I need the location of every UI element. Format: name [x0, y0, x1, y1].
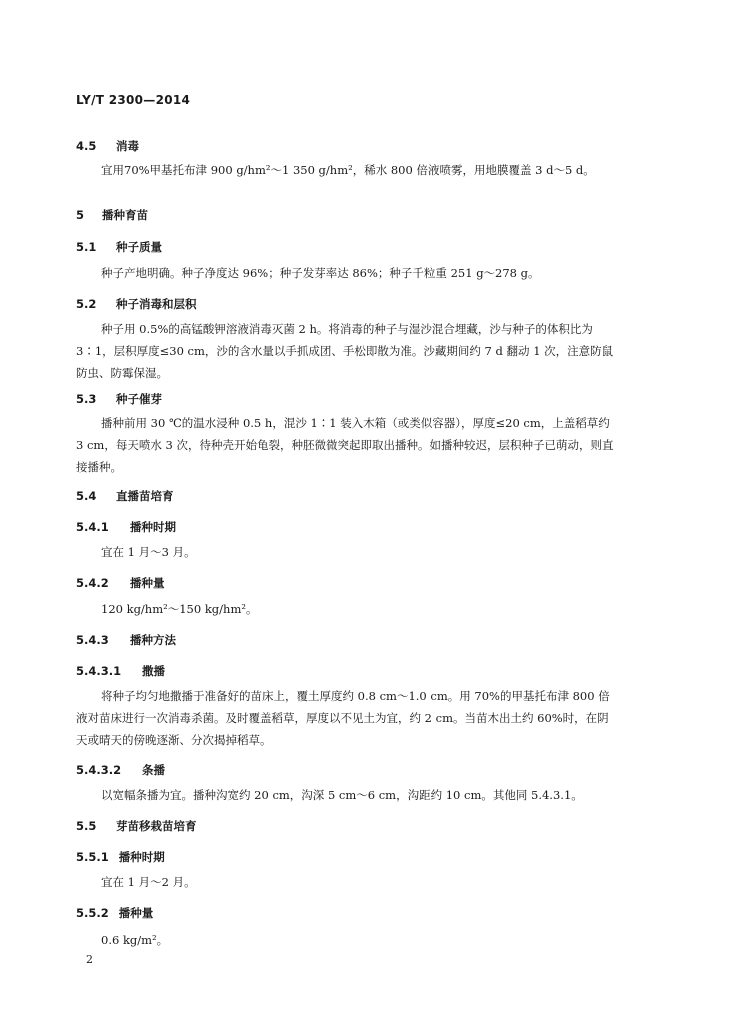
- heading-5-4-3-2: [76, 762, 165, 778]
- heading-5-4-2: [76, 575, 165, 591]
- text-line: 将种子均匀地撒播于准备好的苗床上，覆土厚度约 0.8 cm～1.0 cm。用 70%的甲基托布津 800 倍: [101, 689, 610, 703]
- heading-number: 5.1: [76, 240, 97, 254]
- heading-number: 5: [76, 208, 85, 222]
- heading-title: 播种方法: [130, 633, 176, 647]
- paragraph-5-2: [76, 318, 648, 384]
- text-line: 3∶1，层积厚度≤30 cm，沙的含水量以手抓成团、手松即散为准。沙藏期间约 7 d 翻动 1 次，注意防鼠: [76, 344, 614, 358]
- heading-title: 播种时期: [130, 520, 176, 534]
- heading-number: 5.5.1: [76, 850, 109, 864]
- standard-code-header: LY/T 2300—2014: [76, 93, 191, 107]
- heading-title: 条播: [142, 763, 165, 777]
- paragraph-5-5-1: [76, 871, 673, 893]
- heading-5-4-3: [76, 632, 176, 648]
- paragraph-5-5-2: [76, 929, 673, 951]
- heading-title: 种子催芽: [116, 392, 162, 406]
- heading-number: 5.4.2: [76, 576, 109, 590]
- heading-title: 播种育苗: [102, 208, 148, 222]
- heading-title: 撒播: [142, 664, 165, 678]
- paragraph-5-4-3-1: [76, 685, 648, 751]
- heading-5-5-2: [76, 905, 153, 921]
- heading-5-4: [76, 488, 174, 504]
- heading-4-5: [76, 138, 139, 154]
- text-line: 以宽幅条播为宜。播种沟宽约 20 cm，沟深 5 cm～6 cm，沟距约 10 cm。其他同 5.4.3.1。: [101, 788, 583, 802]
- text-line: 天或晴天的傍晚逐渐、分次揭掉稻草。: [76, 733, 272, 747]
- paragraph-5-4-1: [76, 541, 673, 563]
- text-line: 3 cm，每天喷水 3 次，待种壳开始龟裂，种胚微微突起即取出播种。如播种较迟，层积种子已萌动，则直: [76, 438, 614, 452]
- text-line: 宜用70%甲基托布津 900 g/hm²～1 350 g/hm²，稀水 800 倍液喷雾，用地膜覆盖 3 d～5 d。: [101, 163, 595, 177]
- text-line: 0.6 kg/m²。: [101, 933, 169, 947]
- text-line: 宜在 1 月～3 月。: [101, 545, 196, 559]
- heading-number: 4.5: [76, 139, 97, 153]
- paragraph-5-3: [76, 412, 648, 478]
- text-line: 播种前用 30 ℃的温水浸种 0.5 h，混沙 1∶1 装入木箱（或类似容器），厚度≤20 cm，上盖稻草约: [101, 416, 610, 430]
- heading-number: 5.3: [76, 392, 97, 406]
- heading-5-4-1: [76, 519, 176, 535]
- paragraph-4-5: [76, 159, 673, 181]
- heading-title: 播种时期: [118, 850, 165, 864]
- text-line: 宜在 1 月～2 月。: [101, 875, 196, 889]
- heading-5-1: [76, 239, 162, 255]
- heading-title: 直播苗培育: [116, 489, 174, 503]
- heading-5-5-1: [76, 849, 165, 865]
- heading-5-5: [76, 818, 197, 834]
- heading-5-2: [76, 296, 197, 312]
- heading-title: 播种量: [130, 576, 165, 590]
- heading-number: 5.5.2: [76, 906, 109, 920]
- paragraph-5-4-2: [76, 598, 673, 620]
- heading-5: [76, 207, 148, 223]
- text-line: 120 kg/hm²～150 kg/hm²。: [101, 602, 258, 616]
- heading-title: 消毒: [116, 139, 139, 153]
- heading-title: 种子消毒和层积: [116, 297, 197, 311]
- heading-number: 5.4.3.2: [76, 763, 122, 777]
- heading-title: 种子质量: [116, 240, 162, 254]
- text-line: 种子产地明确。种子净度达 96%；种子发芽率达 86%；种子千粒重 251 g～278 g。: [101, 266, 540, 280]
- heading-number: 5.5: [76, 819, 97, 833]
- heading-5-4-3-1: [76, 663, 165, 679]
- text-line: 防虫、防霉保湿。: [76, 366, 168, 380]
- page-number: 2: [86, 953, 93, 966]
- heading-5-3: [76, 391, 162, 407]
- paragraph-5-1: [76, 262, 673, 284]
- text-line: 种子用 0.5%的高锰酸钾溶液消毒灭菌 2 h。将消毒的种子与湿沙混合埋藏，沙与种子的体积比为: [101, 322, 593, 336]
- heading-number: 5.4.3: [76, 633, 109, 647]
- heading-number: 5.2: [76, 297, 97, 311]
- heading-number: 5.4.1: [76, 520, 109, 534]
- heading-number: 5.4: [76, 489, 97, 503]
- paragraph-5-4-3-2: [76, 784, 673, 806]
- heading-title: 播种量: [118, 906, 154, 920]
- heading-number: 5.4.3.1: [76, 664, 122, 678]
- heading-title: 芽苗移栽苗培育: [116, 819, 197, 833]
- text-line: 液对苗床进行一次消毒杀菌。及时覆盖稻草，厚度以不见土为宜，约 2 cm。当苗木出土约 60%时，在阴: [76, 711, 609, 725]
- text-line: 接播种。: [76, 460, 122, 474]
